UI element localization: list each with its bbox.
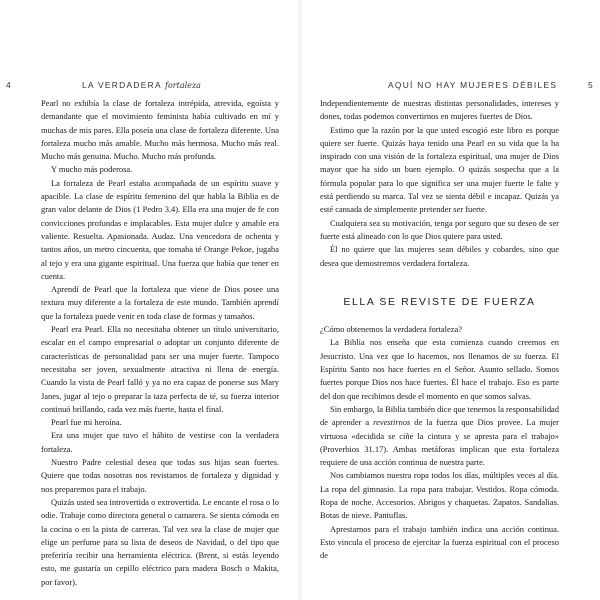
emphasis: revestirnos — [373, 417, 411, 428]
paragraph: Nuestro Padre celestial desea que todas sus hijas sean fuertes. Quiere que todas nosotras nos revistamos de fortaleza y dignidad y nos preparemos para el trabajo. — [41, 457, 279, 494]
paragraph: Nos cambiamos nuestra ropa todos los días, múltiples veces al día. La ropa del gimnasio. La ropa para trabajar. Vestidos. Ropa cómoda. Ropa de noche. Accesorios. Abrigos y chaquetas. Zapatos. Sandalias. Botas de nieve. Pantuflas. — [320, 470, 559, 521]
right-running-head: AQUÍ NO HAY MUJERES DÉBILES — [388, 80, 558, 90]
text-run: Sin embargo, la Biblia también dice que tenemos la responsabilidad de aprender a — [320, 403, 560, 428]
section-intro: ¿Cómo obtenemos la verdadera fortaleza? — [320, 324, 462, 335]
section-heading: ELLA SE REVISTE DE FUERZA — [343, 295, 536, 308]
text-run: de la fuerza que Dios provee. La mujer virtuosa «decidida se ciñe la cintura y se apresta para el trabajo» (Proverbios 31.17). Ambas metáforas implican que esta fortaleza requiere de una acción continua de nuestra parte. — [320, 417, 559, 468]
paragraph: Y mucho más poderosa. — [51, 164, 133, 175]
paragraph — [320, 403, 559, 469]
paragraph: Quizás usted sea introvertida o extrovertida. Le encante el rosa o lo odie. Trabaje como directora general o camarera. Se sienta cómoda en la cocina o en la pista de carreras. Tal vez sea la clase de mujer que elige un perfume para su lista de deseos de Navidad, o del tipo que preferiría recibir una herramienta eléctrica. (Brent, si estás leyendo esto, me gustaría un cepillo eléctrico para madera Bosch o Makita, por favor). — [41, 496, 279, 587]
paragraph: Pearl fue mi heroína. — [51, 417, 122, 428]
right-body-text — [320, 97, 559, 563]
running-head-script-word: fortaleza — [165, 81, 201, 90]
left-body-text — [41, 97, 279, 589]
paragraph — [320, 336, 559, 402]
paragraph: Era una mujer que tuvo el hábito de vestirse con la verdadera fortaleza. — [41, 430, 279, 454]
right-page — [300, 0, 600, 600]
paragraph: Pearl era Pearl. Ella no necesitaba obtener un título universitario, escalar en el campo empresarial o adoptar un conjunto diferente de características de personalidad para ser una mujer fuerte. Tampoco necesitaba ser joven, sexualmente atractiva ni llena de energía. Cuando la vista de Pearl falló y ya no era capaz de ponerse sus Mary Janes, jugar al tejo o preparar la taza perfecta de té, su fuerza interior continuó brillando, cada vez más fuerte, hasta el final. — [41, 324, 279, 414]
emphasis: su — [513, 350, 522, 361]
paragraph: Aprestarnos para el trabajo también indica una acción continua. Esto vincula el proceso de ejercitar la fuerza espiritual con el proceso de — [320, 523, 559, 561]
running-head-title: LA VERDADERA — [82, 80, 162, 90]
text-run: La Biblia nos enseña que esta comienza cuando creemos en Jesucristo. Una vez que lo hacemos, nos llenamos de — [320, 337, 559, 361]
left-page-number: 4 — [6, 80, 11, 90]
paragraph: Él no quiere que las mujeres sean débiles y cobardes, sino que desea que demostremos verdadera fortaleza. — [320, 244, 559, 268]
paragraph: Aprendí de Pearl que la fortaleza que viene de Dios posee una textura muy diferente a la fortaleza de este mundo. También aprendí que la fortaleza puede venir en toda clase de formas y tamaños. — [41, 284, 279, 321]
paragraph: Independientemente de nuestras distintas personalidades, intereses y dones, todas podemos convertirnos en mujeres fuertes de Dios. — [320, 98, 559, 122]
paragraph: Cualquiera sea su motivación, tenga por seguro que su deseo de ser fuerte está alineado con lo que Dios quiere para usted. — [320, 217, 559, 241]
paragraph: Pearl no exhibía la clase de fortaleza intrépida, atrevida, egoísta y demandante que el movimiento feminista había cultivado en mí y muchas de mis pares. Ella poseía una clase de fortaleza diferente. Una fortaleza mucho más amable. Mucho más hermosa. Mucho más real. Mucho más genuina. Mucho. Mucho más profunda. — [41, 98, 279, 162]
paragraph: Estimo que la razón por la que usted escogió este libro es porque quiere ser fuerte. Quizás haya tenido una Pearl en su vida que la ha inspirado con una visión de la fortaleza espiritual, una mujer de Dios mayor que ha sido un buen ejemplo. O quizás sospecha que a la fórmula popular para lo que significa ser una mujer fuerte le falte y está perdiendo su marca. Tal vez se sienta débil e incapaz. Quizás ya esté cansada de simplemente pretender ser fuerte. — [320, 124, 559, 215]
text-run: fuerza. El Espíritu Santo nos hace fuertes en el Señor. Asunto sellado. Somos fuertes porque Dios nos hace fuertes. Él hace el trabajo. Eso es parte del don que recibimos desde el momento en que somos salvas. — [320, 350, 559, 401]
left-running-head — [82, 79, 201, 91]
paragraph: La fortaleza de Pearl estaba acompañada de un espíritu suave y apacible. La clase de espíritu femenino del que habla la Biblia es de gran valor delante de Dios (1 Pedro 3.4). Ella era una mujer de fe con convicciones profundas e implacables. Esta mujer dulce y amable era valiente. Resuelta. Apasionada. Audaz. Una vencedora de ochenta y tantos años, un metro cincuenta, que tomaba té Orange Pekoe, jugaba al tejo y era una gigante espiritual. Una fuerza que había que tener en cuenta. — [41, 177, 279, 281]
right-page-number: 5 — [588, 80, 593, 90]
